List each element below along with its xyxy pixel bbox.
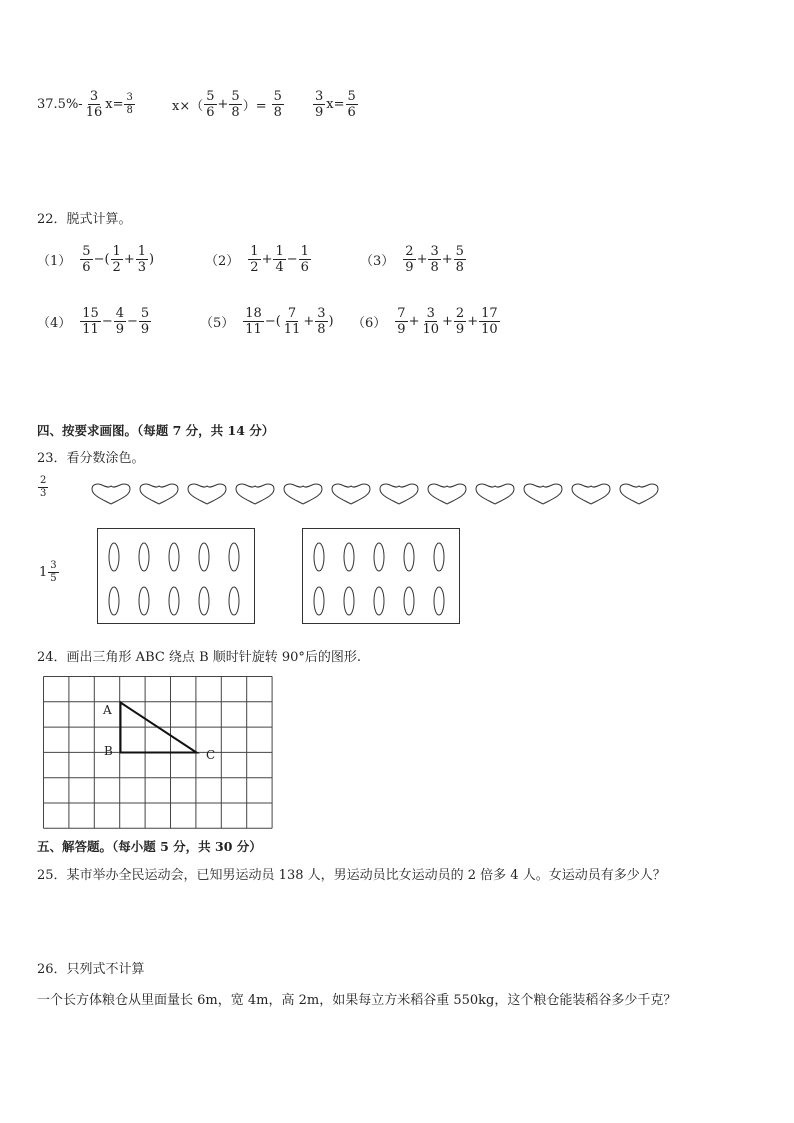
label-a: A — [103, 703, 112, 717]
heart-icon — [234, 482, 276, 506]
oval-icon — [344, 543, 354, 571]
operator: − — [127, 314, 138, 329]
rotation-grid — [43, 676, 275, 836]
oval-icon — [344, 587, 354, 615]
q22-item-label: （4） — [37, 316, 72, 331]
fraction: $\frac{17}{10}$ — [481, 306, 498, 337]
label-c: C — [206, 748, 216, 762]
fraction: $\frac{5}{6}$ — [82, 244, 91, 275]
fraction: $\frac{4}{9}$ — [115, 306, 125, 337]
eq3-fraction-2: $\frac{5}{6}$ — [347, 89, 356, 120]
fraction: $\frac{5}{9}$ — [140, 306, 150, 337]
oval-icon — [314, 587, 324, 615]
q22-item-5 — [200, 307, 334, 336]
fraction: $\frac{1}{2}$ — [250, 244, 259, 275]
oval-box-2 — [302, 528, 460, 624]
q22-item-label: （2） — [205, 254, 240, 269]
fraction: $\frac{2}{9}$ — [405, 244, 414, 275]
oval-icon — [374, 543, 384, 571]
oval-icon — [139, 543, 149, 571]
fraction: $\frac{1}{4}$ — [275, 244, 284, 275]
oval-icon — [404, 587, 414, 615]
eq2-fraction-2: $\frac{5}{8}$ — [231, 89, 240, 120]
oval-icon — [109, 543, 119, 571]
section5-title: 五、解答题。（每小题 5 分，共 30 分） — [37, 839, 262, 854]
operator: ) — [328, 314, 334, 329]
eq2-close: ）= — [242, 99, 267, 114]
oval-icon — [169, 587, 179, 615]
operator: + — [416, 252, 428, 267]
q22-item-label: （5） — [200, 316, 235, 331]
oval-icon — [374, 587, 384, 615]
eq1-x: x= — [105, 97, 124, 112]
eq2-plus: + — [217, 97, 229, 112]
fraction: $\frac{5}{8}$ — [455, 244, 464, 275]
operator: + — [442, 314, 453, 329]
operator: ) — [149, 252, 155, 267]
section4-title: 四、按要求画图。（每题 7 分，共 14 分） — [37, 423, 275, 438]
operator: − — [101, 314, 113, 329]
equation-2 — [172, 90, 285, 119]
heart-icon — [330, 482, 372, 506]
oval-icon — [109, 587, 119, 615]
oval-grid-1 — [98, 529, 254, 623]
heart-icon — [378, 482, 420, 506]
fraction: $\frac{3}{8}$ — [430, 244, 439, 275]
q24-title: 24．画出三角形 ABC 绕点 B 顺时针旋转 90°后的图形. — [37, 650, 362, 665]
fraction: $\frac{1}{2}$ — [112, 244, 121, 275]
oval-icon — [139, 587, 149, 615]
q22-item-4 — [37, 307, 152, 336]
heart-icon — [522, 482, 564, 506]
heart-icon — [426, 482, 468, 506]
oval-icon — [199, 543, 209, 571]
q22-item-label: （3） — [360, 254, 395, 269]
oval-icon — [434, 543, 444, 571]
oval-icon — [169, 543, 179, 571]
fraction: $\frac{15}{11}$ — [82, 306, 99, 337]
equation-1 — [37, 90, 136, 119]
operator: −( — [264, 314, 281, 329]
eq3-fraction-1: $\frac{3}{9}$ — [315, 89, 324, 120]
grid-svg — [43, 676, 275, 832]
mixed-fraction: $\frac{3}{5}$ — [50, 560, 57, 584]
q23-fraction-1: $\frac{2}{3}$ — [40, 475, 47, 499]
operator: + — [467, 314, 479, 329]
oval-icon — [434, 587, 444, 615]
operator: + — [408, 314, 420, 329]
oval-box-1 — [97, 528, 255, 624]
fraction: $\frac{3}{8}$ — [317, 306, 326, 337]
q26-title: 26．只列式不计算 — [37, 962, 145, 977]
q22-title: 22．脱式计算。 — [37, 212, 132, 227]
fraction: $\frac{7}{11}$ — [283, 306, 301, 337]
oval-icon — [229, 543, 239, 571]
fraction: $\frac{18}{11}$ — [245, 306, 262, 337]
operator: + — [123, 252, 135, 267]
oval-icon — [404, 543, 414, 571]
q25-text: 25．某市举办全民运动会，已知男运动员 138 人，男运动员比女运动员的 2 倍多 4 人。女运动员有多少人？ — [37, 868, 666, 883]
eq2-lead: x×（ — [172, 99, 204, 114]
q22-item-6 — [352, 307, 501, 336]
oval-icon — [314, 543, 324, 571]
oval-icon — [229, 587, 239, 615]
fraction: $\frac{2}{9}$ — [455, 306, 465, 337]
mixed-whole: 1 — [39, 565, 48, 580]
heart-icon — [282, 482, 324, 506]
operator: + — [441, 252, 453, 267]
q23-title: 23．看分数涂色。 — [37, 451, 145, 466]
eq3-x: x= — [326, 97, 345, 112]
q22-item-label: （6） — [352, 316, 387, 331]
q26-text: 一个长方体粮仓从里面量长 6m，宽 4m，高 2m，如果每立方米稻谷重 550kg，这个粮仓能装稻谷多少千克？ — [37, 993, 677, 1008]
eq1-fraction-2: $\frac{3}{8}$ — [126, 92, 133, 116]
operator: −( — [93, 252, 110, 267]
fraction: $\frac{1}{6}$ — [300, 244, 309, 275]
heart-icon — [570, 482, 612, 506]
heart-icon — [90, 482, 132, 506]
label-b: B — [104, 744, 113, 758]
operator: + — [303, 314, 315, 329]
fraction: $\frac{3}{10}$ — [422, 306, 440, 337]
eq1-lead: 37.5%- — [37, 97, 83, 112]
oval-grid-2 — [303, 529, 459, 623]
eq2-fraction-1: $\frac{5}{6}$ — [206, 89, 215, 120]
q23-mixed-number — [39, 561, 60, 584]
oval-icon — [199, 587, 209, 615]
q22-item-label: （1） — [37, 254, 72, 269]
operator: − — [286, 252, 298, 267]
heart-icon — [186, 482, 228, 506]
heart-icon — [474, 482, 516, 506]
q22-item-2 — [205, 245, 312, 274]
fraction: $\frac{1}{3}$ — [137, 244, 146, 275]
q22-item-3 — [360, 245, 467, 274]
equation-3 — [312, 90, 359, 119]
q22-item-1 — [37, 245, 154, 274]
fraction: $\frac{7}{9}$ — [397, 306, 406, 337]
heart-icon — [618, 482, 660, 506]
operator: + — [261, 252, 273, 267]
eq2-fraction-3: $\frac{5}{8}$ — [273, 89, 282, 120]
heart-icon — [138, 482, 180, 506]
eq1-fraction-1: $\frac{3}{16}$ — [85, 89, 103, 120]
